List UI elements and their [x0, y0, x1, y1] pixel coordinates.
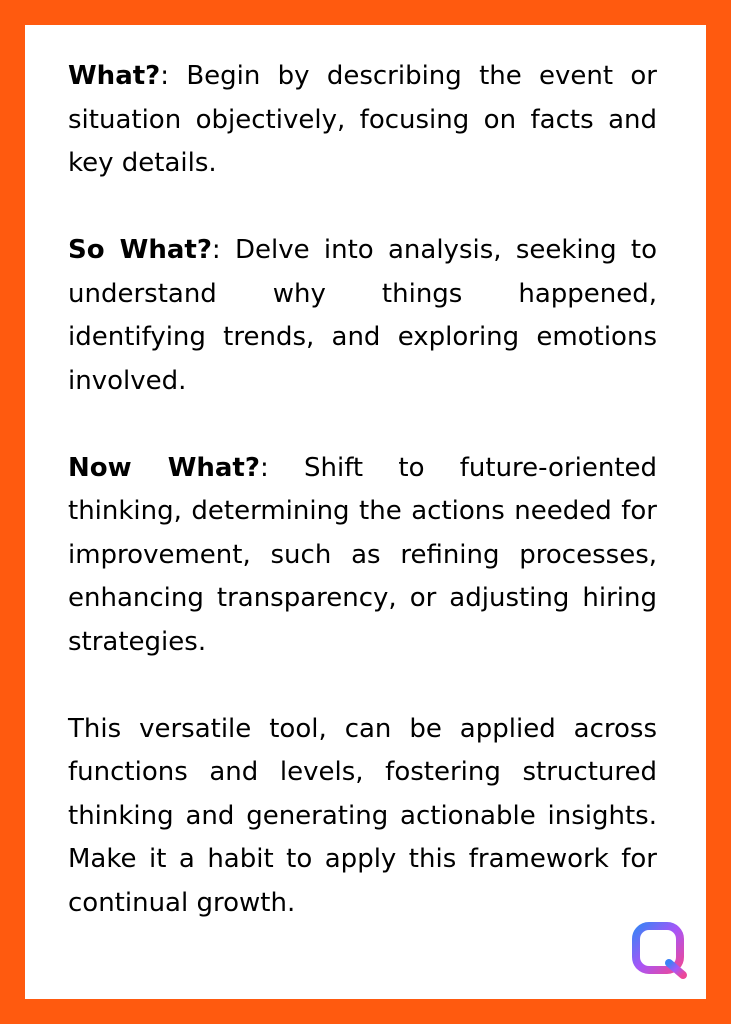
q-logo-icon: [631, 921, 689, 979]
section-heading: So What?: [68, 235, 212, 265]
section-text: Shift to future-oriented thinking, determining the actions needed for improvement, such as refining processes, enhancing transparency, or adjusting hiring strategies.: [68, 452, 658, 657]
section-now-what: [68, 447, 657, 665]
section-heading: What?: [68, 61, 161, 91]
article-body: [68, 55, 657, 925]
content-card: [25, 25, 706, 999]
heading-separator: :: [211, 235, 235, 265]
section-heading: Now What?: [68, 452, 260, 483]
heading-separator: :: [259, 452, 304, 483]
section-text: Delve into analysis, seeking to understand why things happened, identifying trends, and exploring emotions involved.: [68, 235, 658, 396]
section-text: Begin by describing the event or situation objectively, focusing on facts and key details.: [68, 61, 657, 178]
section-so-what: [68, 229, 657, 403]
heading-separator: :: [160, 61, 187, 91]
section-what: [68, 55, 657, 186]
closing-paragraph: This versatile tool, can be applied across functions and levels, fostering structured thinking and generating actionable insights. Make it a habit to apply this framework for continual growth.: [68, 713, 657, 918]
